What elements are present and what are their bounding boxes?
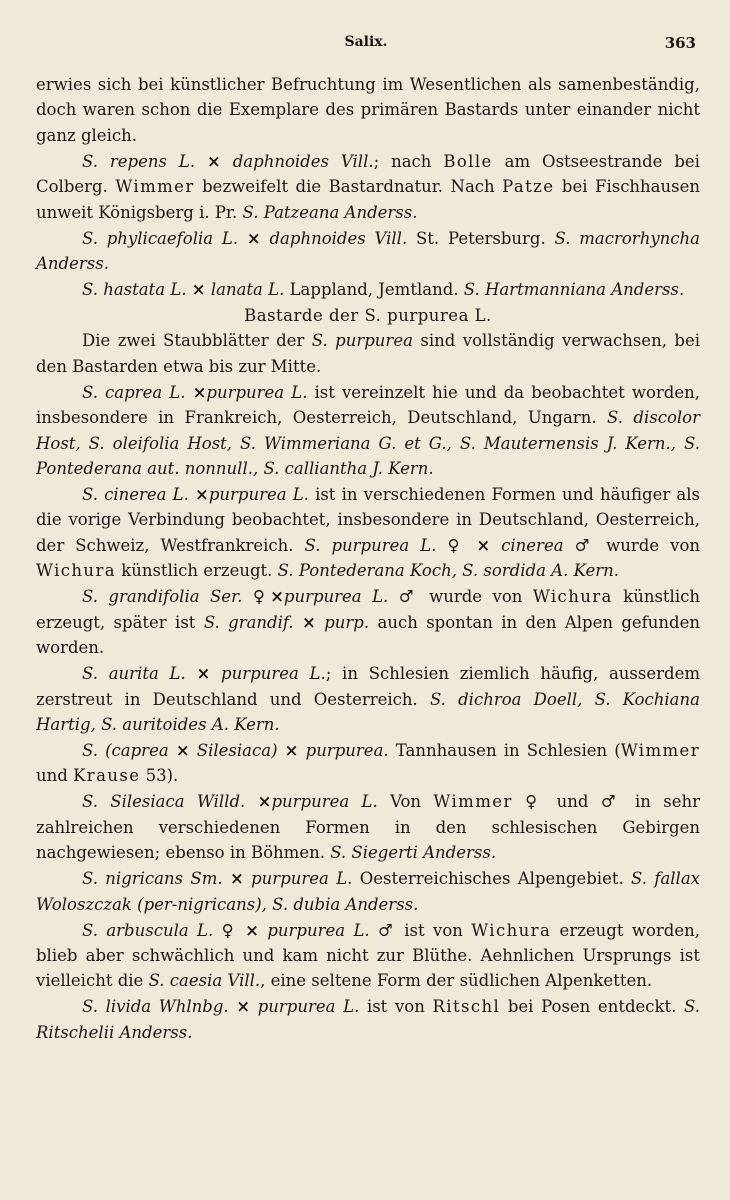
hybrid-cross-sign: × [229,869,244,889]
text-run: lanata L. [205,280,285,300]
hybrid-cross-sign: × [302,612,316,632]
text-run: ♂ wurde von [563,535,700,555]
text-run: S. Silesiaca Willd. [82,792,258,812]
text-run: S. Hartmanniana Anderss. [463,280,685,300]
text-run: ♀ und ♂ in sehr zahlreichen verschiedenen Formen in den schlesischen Gebirgen nachgewiesen; ebenso in Böhmen. [36,792,701,863]
text-run: S. macrorhyncha Anderss. [36,228,700,274]
text-run: ♀ [242,587,271,607]
text-run: purpurea L. [243,869,353,889]
hybrid-cross-sign: × [191,280,206,300]
text-run: S. fallax Woloszczak (per-nigricans), S. dubia Anderss. [36,869,700,914]
text-run: 53). [140,766,179,786]
hybrid-cross-sign: × [270,587,284,607]
hybrid-cross-sign: × [257,792,272,812]
paragraph [36,380,700,482]
text-run: Krause [73,766,141,786]
text-run: purpurea L. [250,997,360,1017]
text-run: ; nach [373,151,444,171]
text-run: purpurea L. [258,920,370,940]
text-run: Wimmer [115,177,195,197]
text-run: künstlich erzeugt, später ist [36,587,700,632]
paragraph [36,994,700,1045]
text-run: S. hastata L. [82,280,192,300]
text-run: auch spontan in den Alpen gefunden worden. [36,612,700,658]
text-run: Wimmer [433,792,513,812]
text-run: S. Patzeana Anderss. [242,202,418,222]
text-run: S. Ritschelii Anderss. [36,997,700,1042]
paragraph [36,789,700,865]
paragraph [36,482,700,584]
text-run: daphnoides Vill. [220,151,374,171]
page-number: 363 [664,34,696,52]
text-run: S. purpurea L. [304,535,437,555]
paragraph [36,584,700,660]
text-run: purpurea L. [208,485,309,505]
hybrid-cross-sign: × [245,920,259,940]
section-heading [36,303,700,328]
text-run: Tannhausen in Schlesien ( [388,740,621,760]
text-run: ♂ wurde von [388,587,533,607]
text-run: am Ostseestrande bei Colberg. [36,151,700,197]
text-run: cinerea [490,535,564,555]
text-run: S. grandif. [203,612,303,632]
text-run: Wimmer [620,740,700,760]
text-run: Patze [502,177,555,197]
text-run: bei Posen entdeckt. [500,997,685,1017]
paragraph [36,149,700,225]
text-run: Oesterreichisches Alpengebiet. [352,869,632,889]
text-run: S. arbuscula L. [82,920,214,940]
text-run: Von [377,792,434,812]
text-run: S. Pontederana Koch, S. sordida A. Kern. [277,561,619,581]
text-run: ; in Schlesien ziemlich häufig, ausserdem zerstreut in Deutschland und Oesterreich. [36,664,700,709]
text-run: St. Petersburg. [407,228,555,248]
paragraph [36,738,700,789]
text-run: purpurea L. [283,587,389,607]
text-run: ist vereinzelt hie und da beobachtet worden, insbesondere in Frankreich, Oesterreich, Deutschland, Ungarn. [36,382,701,428]
text-run: Lappland, Jemtland. [284,280,464,300]
text-run: purpurea L. [210,664,326,684]
text-run: Wichura [471,920,552,940]
text-run: bezweifelt die Bastardnatur. Nach [194,177,503,197]
text-run: erzeugt worden, blieb aber schwächlich und kam nicht zur Blüthe. Aehnlichen Ursprungs ist vielleicht die [36,920,700,991]
text-run: purpurea L. [271,792,378,812]
text-run: ♂ ist von [369,920,472,940]
hybrid-cross-sign: × [476,535,491,555]
paragraph [36,661,700,737]
text-run: Bastarde der S. purpurea L. [244,306,492,326]
text-run: S. phylicaefolia L. [82,228,247,248]
text-run: ♀ [213,920,246,940]
hybrid-cross-sign: × [194,485,209,505]
text-run: Wichura [532,587,613,607]
hybrid-cross-sign: × [207,151,221,171]
text-run: S. grandifolia Ser. [82,587,243,607]
text-run: Silesiaca) [189,740,285,760]
paragraph [36,918,700,994]
hybrid-cross-sign: × [284,740,299,760]
text-run: S. aurita L. [82,664,197,684]
text-run: künstlich erzeugt. [115,561,278,581]
paragraph [36,277,700,302]
text-run: ist von [359,997,433,1017]
text-run: Ritschl [432,997,501,1017]
text-run: S. livida Whlnbg. [82,997,237,1017]
hybrid-cross-sign: × [246,228,261,248]
text-run: S. discolor Host, S. oleifolia Host, S. Wimmeriana G. et G., S. Mauternensis J. Kern., S. Pontederana aut. nonnull., S. calliantha J. Kern. [36,408,700,479]
text-run: purp. [315,612,370,632]
text-run: S. dichroa Doell, S. Kochiana Hartig, S. auritoides A. Kern. [36,689,700,734]
text-run: und [36,766,74,786]
text-run: S. (caprea [82,740,176,760]
page-header [36,34,696,56]
text-run: S. nigricans Sm. [82,869,230,889]
paragraph [36,866,700,917]
text-run: Wichura [36,561,116,581]
text-run: S. cinerea L. [82,485,195,505]
hybrid-cross-sign: × [236,997,251,1017]
text-run: S. repens L. [82,151,207,171]
text-run: sind vollständig verwachsen, bei den Bastarden etwa bis zur Mitte. [36,331,701,376]
text-run: bei Fischhausen unweit Königsberg i. Pr. [36,177,701,222]
hybrid-cross-sign: × [192,382,207,402]
running-head: Salix. [344,34,388,50]
text-run: S. Siegerti Anderss. [330,843,497,863]
text-run: Bolle [443,151,493,171]
text-run: daphnoides Vill. [260,228,408,248]
text-run: purpurea. [298,740,389,760]
text-run: S. purpurea [311,331,413,351]
hybrid-cross-sign: × [196,664,211,684]
paragraph [36,72,700,148]
text-run: S. caprea L. [82,382,193,402]
text-run: Die zwei Staubblätter der [82,331,312,351]
text-run: purpurea L. [206,382,308,402]
hybrid-cross-sign: × [175,740,190,760]
text-run: , eine seltene Form der südlichen Alpenketten. [260,971,653,991]
text-run: ♀ [436,535,477,555]
page-body [36,72,700,1046]
text-run: S. caesia Vill. [148,971,261,991]
text-run: ist in verschiedenen Formen und häufiger als die vorige Verbindung beobachtet, insbesondere in Deutschland, Oesterreich, der Schweiz, Westfrankreich. [36,485,700,555]
paragraph [36,226,700,277]
paragraph [36,328,700,379]
text-run: erwies sich bei künstlicher Befruchtung im Wesentlichen als samenbeständig, doch waren schon die Exemplare des primären Bastards unter einander nicht ganz gleich. [36,75,700,145]
